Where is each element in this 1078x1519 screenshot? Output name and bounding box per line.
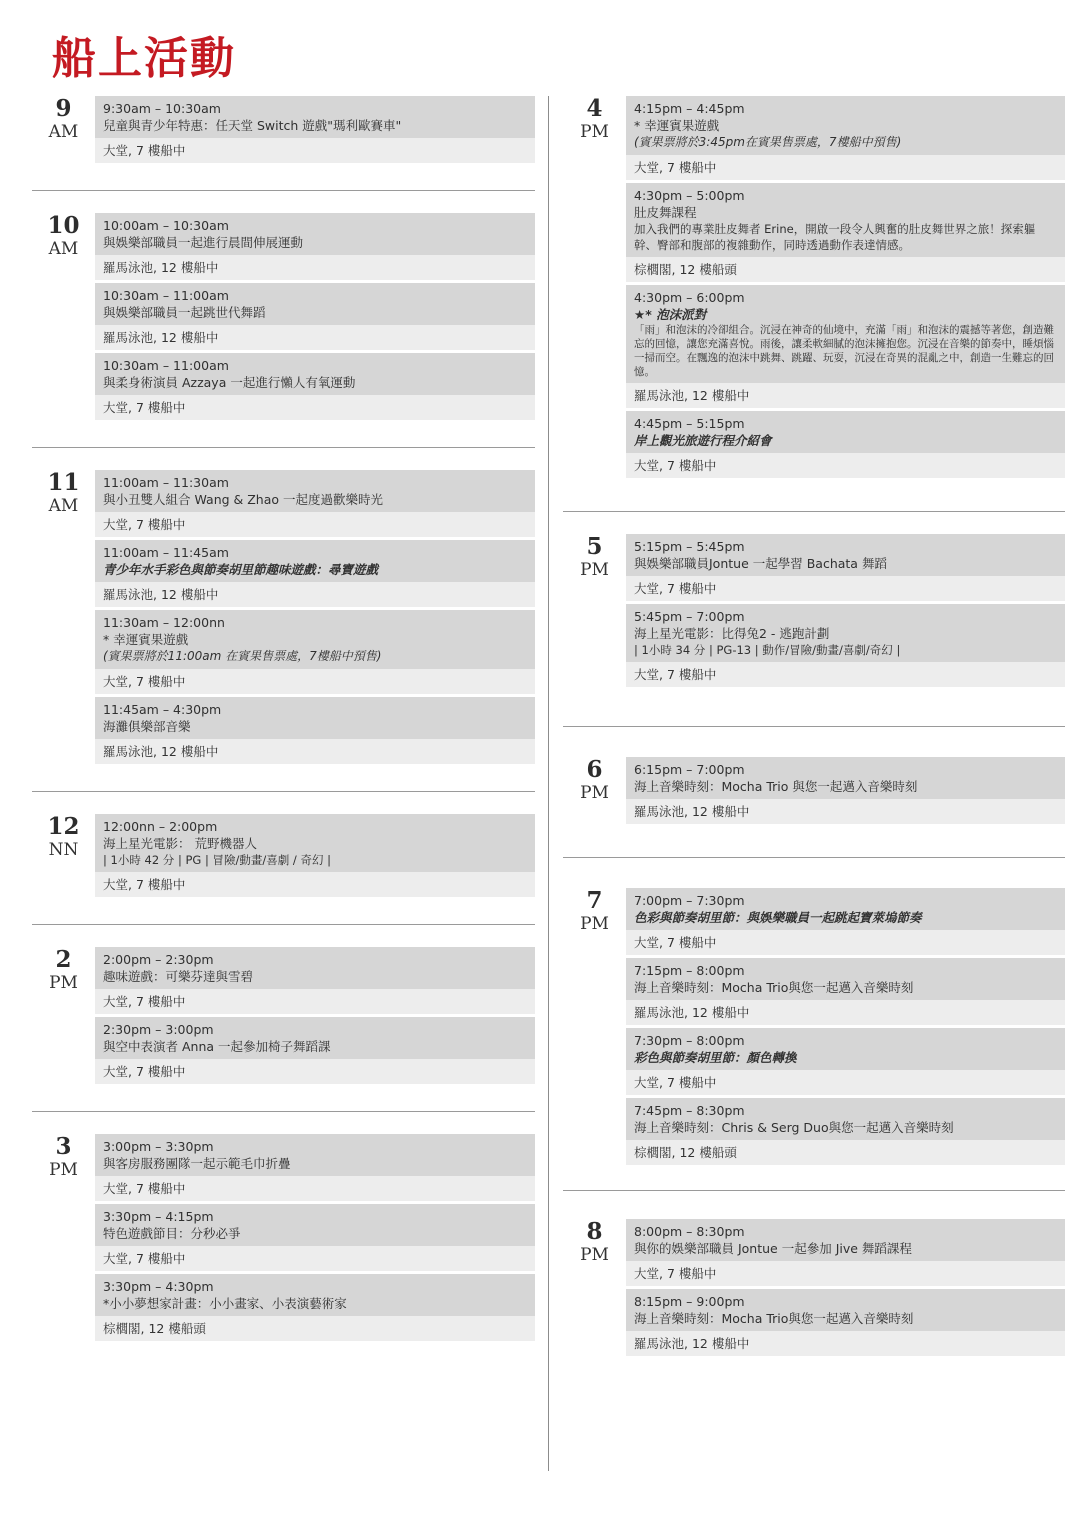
- event-time: 5:15pm – 5:45pm: [634, 539, 745, 554]
- hour-period: PM: [49, 973, 78, 993]
- event-header: [95, 1017, 535, 1059]
- hour-number: 10: [47, 212, 80, 239]
- event-item: [95, 470, 535, 537]
- hour-label: [563, 534, 626, 690]
- event-description: 加入我們的專業肚皮舞者 Erine，開啟一段令人興奮的肚皮舞世界之旅！探索軀幹、臀部和腹部的複雜動作，同時透過動作表達情感。: [634, 222, 1036, 252]
- event-time: 7:45pm – 8:30pm: [634, 1103, 745, 1118]
- event-header: [95, 353, 535, 395]
- column-divider: [548, 96, 549, 1471]
- event-location: 大堂, 7 樓船中: [95, 1059, 535, 1084]
- event-header: [95, 470, 535, 512]
- event-time: 10:30am – 11:00am: [103, 358, 229, 373]
- hour-block-2-pm: [32, 924, 535, 1111]
- event-name: 海灘俱樂部音樂: [103, 719, 191, 734]
- event-name: 岸上觀光旅遊行程介紹會: [634, 433, 772, 448]
- hour-label: [32, 1134, 95, 1344]
- event-list: [626, 1219, 1065, 1359]
- hour-number: 9: [55, 95, 72, 122]
- event-name: 與娛樂部職員一起進行晨間伸展運動: [103, 235, 304, 250]
- hour-block-12-nn: [32, 791, 535, 924]
- hour-period: PM: [580, 914, 609, 934]
- event-name: * 幸運賓果遊戲: [634, 118, 720, 133]
- hour-period: PM: [580, 783, 609, 803]
- event-header: [626, 534, 1065, 576]
- event-list: [95, 947, 535, 1087]
- event-header: [95, 540, 535, 582]
- event-time: 5:45pm – 7:00pm: [634, 609, 745, 624]
- event-item: [626, 183, 1065, 282]
- event-location: 大堂, 7 樓船中: [95, 989, 535, 1014]
- event-name: 與你的娛樂部職員 Jontue 一起參加 Jive 舞蹈課程: [634, 1241, 912, 1256]
- page-title: 船上活動: [52, 33, 236, 84]
- event-item: [626, 534, 1065, 601]
- event-location: 大堂, 7 樓船中: [626, 155, 1065, 180]
- event-item: [626, 757, 1065, 824]
- event-time: 11:45am – 4:30pm: [103, 702, 222, 717]
- event-location: 大堂, 7 樓船中: [95, 395, 535, 420]
- hour-number: 5: [586, 533, 603, 560]
- event-location: 大堂, 7 樓船中: [95, 872, 535, 897]
- event-name: * 幸運賓果遊戲: [103, 632, 189, 647]
- event-location: 棕櫚閣, 12 樓船頭: [95, 1316, 535, 1341]
- hour-label: [563, 1219, 626, 1359]
- event-location: 大堂, 7 樓船中: [626, 1261, 1065, 1286]
- event-name: 海上星光電影： 荒野機器人: [103, 836, 257, 851]
- event-item: [95, 1134, 535, 1201]
- event-location: 羅馬泳池, 12 樓船中: [95, 325, 535, 350]
- event-item: [95, 213, 535, 280]
- event-location: 大堂, 7 樓船中: [626, 662, 1065, 687]
- event-location: 棕櫚閣, 12 樓船頭: [626, 257, 1065, 282]
- event-list: [95, 1134, 535, 1344]
- event-time: 11:30am – 12:00nn: [103, 615, 225, 630]
- event-time: 8:15pm – 9:00pm: [634, 1294, 745, 1309]
- event-item: [95, 1204, 535, 1271]
- hour-period: PM: [580, 1245, 609, 1265]
- event-location: 大堂, 7 樓船中: [95, 138, 535, 163]
- event-header: [626, 1098, 1065, 1140]
- event-header: [626, 96, 1065, 155]
- event-item: [95, 283, 535, 350]
- event-name: 與小丑雙人組合 Wang & Zhao 一起度過歡樂時光: [103, 492, 384, 507]
- hour-number: 8: [586, 1218, 603, 1245]
- event-header: [626, 1289, 1065, 1331]
- event-header: [626, 1028, 1065, 1070]
- event-time: 6:15pm – 7:00pm: [634, 762, 745, 777]
- event-item: [95, 1274, 535, 1341]
- event-time: 7:00pm – 7:30pm: [634, 893, 745, 908]
- event-location: 大堂, 7 樓船中: [626, 1070, 1065, 1095]
- event-item: [95, 697, 535, 764]
- schedule-right-column: [563, 96, 1065, 1359]
- event-header: [626, 888, 1065, 930]
- event-name: *小小夢想家計畫：小小畫家、小表演藝術家: [103, 1296, 347, 1311]
- event-time: 4:45pm – 5:15pm: [634, 416, 745, 431]
- event-location: 大堂, 7 樓船中: [626, 453, 1065, 478]
- event-name: 海上音樂時刻：Chris & Serg Duo與您一起邁入音樂時刻: [634, 1120, 954, 1135]
- hour-number: 3: [55, 1133, 72, 1160]
- event-list: [626, 757, 1065, 827]
- event-item: [95, 96, 535, 163]
- event-header: [626, 411, 1065, 453]
- event-time: 2:00pm – 2:30pm: [103, 952, 214, 967]
- hour-label: [563, 96, 626, 481]
- event-header: [626, 1219, 1065, 1261]
- event-name: 與娛樂部職員一起跳世代舞蹈: [103, 305, 266, 320]
- event-list: [626, 534, 1065, 690]
- event-time: 10:30am – 11:00am: [103, 288, 229, 303]
- event-name: 趣味遊戲：可樂芬達與雪碧: [103, 969, 254, 984]
- hour-label: [563, 757, 626, 827]
- event-name: ★* 泡沫派對: [634, 307, 707, 322]
- event-header: [95, 947, 535, 989]
- event-name: 海上星光電影：比得兔2 - 逃跑計劃: [634, 626, 830, 641]
- event-name: 色彩與節奏胡里節：與娛樂職員一起跳起寶萊塢節奏: [634, 910, 922, 925]
- event-name: 青少年水手彩色與節奏胡里節趣味遊戲：尋寶遊戲: [103, 562, 379, 577]
- event-list: [95, 213, 535, 423]
- event-header: [95, 697, 535, 739]
- hour-period: PM: [580, 122, 609, 142]
- event-name: 兒童與青少年特惠：任天堂 Switch 遊戲"瑪利歐賽車": [103, 118, 402, 133]
- event-list: [626, 96, 1065, 481]
- event-header: [95, 1204, 535, 1246]
- hour-number: 12: [47, 813, 80, 840]
- event-description: 「雨」和泡沫的冷卻組合。沉浸在神奇的仙境中，充滿「雨」和泡沫的震撼等著您，創造難忘的回憶，讓您充滿喜悅。雨後，讓柔軟細膩的泡沫擁抱您。沉浸在音樂的節奏中，睡煩惱一掃而空。在飄逸的泡沫中跳舞、跳躍、玩耍，沉浸在奇異的混亂之中，創造一生難忘的回憶。: [634, 324, 1054, 378]
- hour-number: 4: [586, 95, 603, 122]
- event-name: 肚皮舞課程: [634, 205, 697, 220]
- event-item: [626, 958, 1065, 1025]
- event-header: [95, 213, 535, 255]
- event-item: [95, 947, 535, 1014]
- hour-period: AM: [48, 496, 79, 516]
- event-description: | 1小時 42 分 | PG | 冒險/動畫/喜劇 / 奇幻 |: [103, 853, 331, 867]
- hour-label: [32, 96, 95, 166]
- event-time: 3:30pm – 4:15pm: [103, 1209, 214, 1224]
- hour-block-10-am: [32, 190, 535, 447]
- hour-block-5-pm: [563, 511, 1065, 726]
- hour-number: 6: [586, 756, 603, 783]
- event-time: 2:30pm – 3:00pm: [103, 1022, 214, 1037]
- event-presale-note: (賓果票將於11:00am 在賓果售票處，7樓船中預售): [103, 649, 382, 663]
- event-time: 9:30am – 10:30am: [103, 101, 221, 116]
- event-header: [626, 958, 1065, 1000]
- hour-block-9-am: [32, 96, 535, 190]
- event-item: [626, 1098, 1065, 1165]
- event-time: 12:00nn – 2:00pm: [103, 819, 218, 834]
- hour-label: [32, 947, 95, 1087]
- hour-period: PM: [49, 1160, 78, 1180]
- event-location: 羅馬泳池, 12 樓船中: [626, 799, 1065, 824]
- schedule-left-column: [32, 96, 535, 1344]
- event-header: [626, 285, 1065, 383]
- event-list: [95, 96, 535, 166]
- event-list: [95, 814, 535, 900]
- event-location: 大堂, 7 樓船中: [95, 1176, 535, 1201]
- event-header: [95, 814, 535, 872]
- event-item: [626, 96, 1065, 180]
- event-location: 羅馬泳池, 12 樓船中: [95, 255, 535, 280]
- event-header: [95, 96, 535, 138]
- event-location: 羅馬泳池, 12 樓船中: [95, 582, 535, 607]
- hour-number: 2: [55, 946, 72, 973]
- event-item: [626, 1289, 1065, 1356]
- hour-period: AM: [48, 239, 79, 259]
- event-location: 羅馬泳池, 12 樓船中: [95, 739, 535, 764]
- hour-block-4-pm: [563, 96, 1065, 511]
- event-header: [626, 183, 1065, 257]
- hour-period: PM: [580, 560, 609, 580]
- event-name: 彩色與節奏胡里節：顏色轉換: [634, 1050, 797, 1065]
- event-time: 7:30pm – 8:00pm: [634, 1033, 745, 1048]
- event-location: 羅馬泳池, 12 樓船中: [626, 1000, 1065, 1025]
- event-item: [95, 610, 535, 694]
- event-name: 海上音樂時刻：Mocha Trio 與您一起邁入音樂時刻: [634, 779, 918, 794]
- event-header: [626, 604, 1065, 662]
- event-location: 大堂, 7 樓船中: [95, 669, 535, 694]
- event-item: [626, 285, 1065, 408]
- event-location: 大堂, 7 樓船中: [95, 1246, 535, 1271]
- event-item: [626, 1219, 1065, 1286]
- hour-block-7-pm: [563, 857, 1065, 1190]
- event-location: 大堂, 7 樓船中: [626, 576, 1065, 601]
- event-header: [95, 283, 535, 325]
- event-name: 與柔身術演員 Azzaya 一起進行懶人有氧運動: [103, 375, 356, 390]
- event-item: [95, 540, 535, 607]
- event-presale-note: (賓果票將於3:45pm在賓果售票處，7樓船中預售): [634, 135, 902, 149]
- event-time: 4:30pm – 6:00pm: [634, 290, 745, 305]
- event-location: 棕櫚閣, 12 樓船頭: [626, 1140, 1065, 1165]
- hour-period: AM: [48, 122, 79, 142]
- hour-period: NN: [48, 840, 79, 860]
- event-time: 7:15pm – 8:00pm: [634, 963, 745, 978]
- event-time: 11:00am – 11:45am: [103, 545, 229, 560]
- event-name: 與客房服務團隊一起示範毛巾折疊: [103, 1156, 291, 1171]
- hour-block-8-pm: [563, 1190, 1065, 1359]
- event-header: [95, 1134, 535, 1176]
- event-name: 海上音樂時刻：Mocha Trio與您一起邁入音樂時刻: [634, 980, 914, 995]
- event-time: 4:15pm – 4:45pm: [634, 101, 745, 116]
- hour-label: [32, 814, 95, 900]
- hour-label: [32, 470, 95, 767]
- event-name: 特色遊戲節目：分秒必爭: [103, 1226, 241, 1241]
- event-name: 與空中表演者 Anna 一起參加椅子舞蹈課: [103, 1039, 331, 1054]
- event-header: [95, 610, 535, 669]
- event-name: 海上音樂時刻：Mocha Trio與您一起邁入音樂時刻: [634, 1311, 914, 1326]
- hour-block-6-pm: [563, 726, 1065, 857]
- event-list: [626, 888, 1065, 1168]
- hour-number: 7: [586, 887, 603, 914]
- event-time: 10:00am – 10:30am: [103, 218, 229, 233]
- event-item: [626, 411, 1065, 478]
- hour-number: 11: [47, 469, 80, 496]
- event-description: | 1小時 34 分 | PG-13 | 動作/冒險/動畫/喜劇/奇幻 |: [634, 643, 901, 657]
- event-list: [95, 470, 535, 767]
- event-item: [626, 888, 1065, 955]
- event-location: 大堂, 7 樓船中: [95, 512, 535, 537]
- event-item: [95, 353, 535, 420]
- event-time: 3:00pm – 3:30pm: [103, 1139, 214, 1154]
- event-location: 大堂, 7 樓船中: [626, 930, 1065, 955]
- event-time: 4:30pm – 5:00pm: [634, 188, 745, 203]
- event-header: [626, 757, 1065, 799]
- hour-label: [32, 213, 95, 423]
- event-item: [95, 814, 535, 897]
- event-name: 與娛樂部職員Jontue 一起學習 Bachata 舞蹈: [634, 556, 887, 571]
- hour-label: [563, 888, 626, 1168]
- event-time: 8:00pm – 8:30pm: [634, 1224, 745, 1239]
- event-location: 羅馬泳池, 12 樓船中: [626, 1331, 1065, 1356]
- hour-block-3-pm: [32, 1111, 535, 1344]
- event-item: [626, 1028, 1065, 1095]
- hour-block-11-am: [32, 447, 535, 791]
- event-time: 3:30pm – 4:30pm: [103, 1279, 214, 1294]
- event-time: 11:00am – 11:30am: [103, 475, 229, 490]
- event-item: [95, 1017, 535, 1084]
- event-item: [626, 604, 1065, 687]
- event-header: [95, 1274, 535, 1316]
- event-location: 羅馬泳池, 12 樓船中: [626, 383, 1065, 408]
